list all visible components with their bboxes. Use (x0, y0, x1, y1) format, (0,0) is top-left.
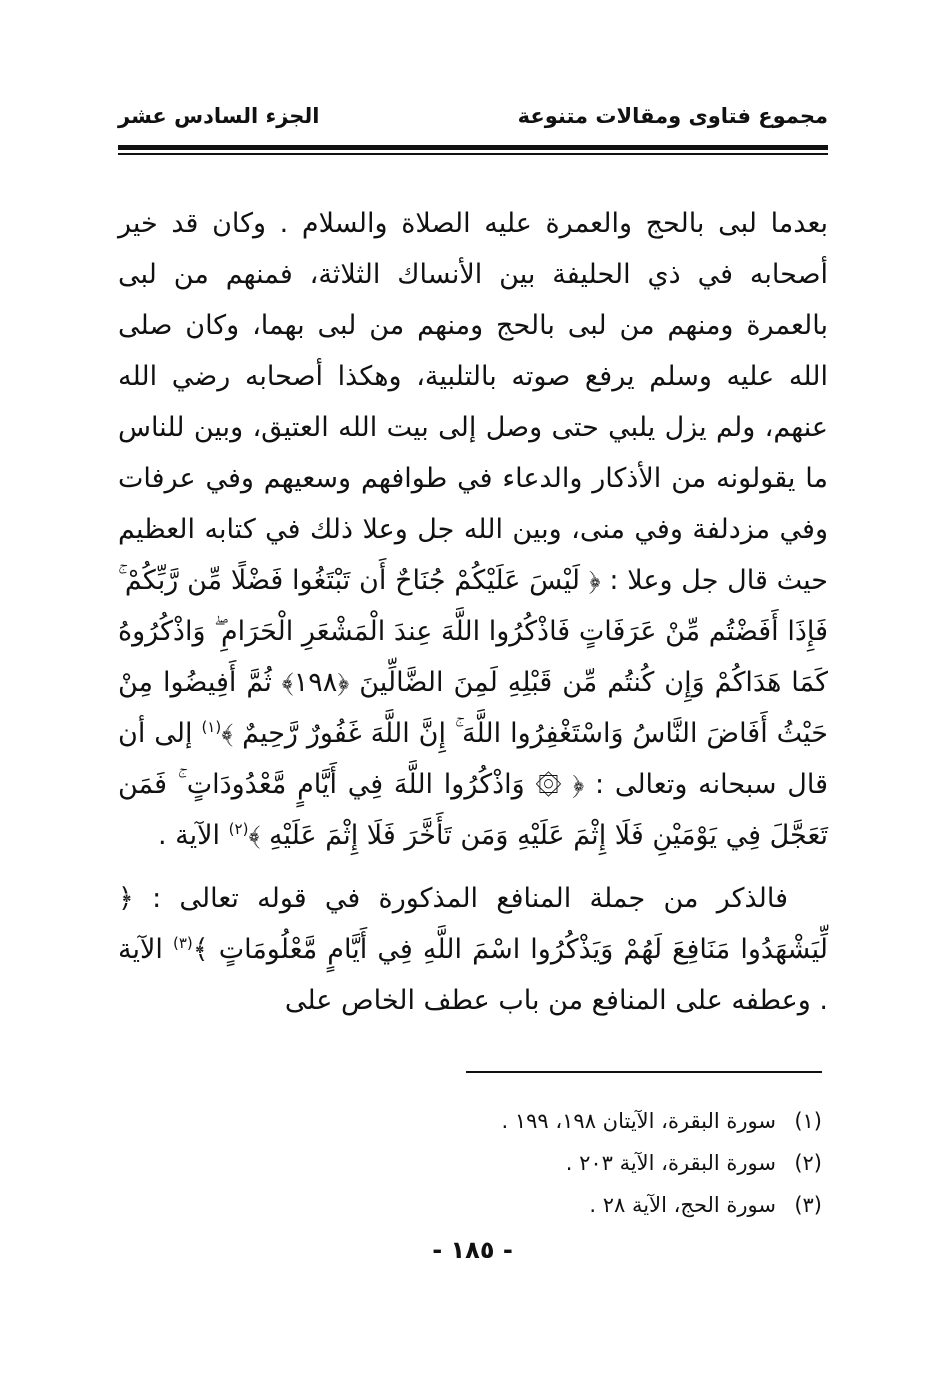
paragraph-1-text-a: بعدما لبى بالحج والعمرة عليه الصلاة والسلام . وكان قد خير أصحابه في ذي الحليفة بين الأنساك الثلاثة، فمنهم من لبى بالعمرة ومنهم من لبى بالحج ومنهم من لبى بهما، وكان صلى الله عليه وسلم يرفع صوته بالتلبية، وهكذا أصحابه رضي الله عنهم، ولم يزل يلبي حتى وصل إلى بيت الله العتيق، وبين للناس ما يقولونه من الأذكار والدعاء في طوافهم وسعيهم وفي عرفات وفي مزدلفة وفي منى، وبين الله جل وعلا ذلك في كتابه العظيم حيث قال جل وعلا : (118, 208, 828, 596)
paragraph-1 (118, 198, 828, 861)
footnote-separator (466, 1071, 822, 1073)
quran-verse-2: ﴿ ۞ وَاذْكُرُوا اللَّهَ فِي أَيَّامٍ مَّعْدُودَاتٍ ۚ فَمَن تَعَجَّلَ فِي يَوْمَيْنِ فَلَا إِثْمَ عَلَيْهِ وَمَن تَأَخَّرَ فَلَا إِثْمَ عَلَيْهِ ﴾ (118, 769, 828, 851)
quran-verse-3: ﴿ لِّيَشْهَدُوا مَنَافِعَ لَهُمْ وَيَذْكُرُوا اسْمَ اللَّهِ فِي أَيَّامٍ مَّعْلُومَاتٍ ﴾ (118, 883, 828, 965)
paragraph-2-text-a: فالذكر من جملة المنافع المذكورة في قوله تعالى : (152, 883, 788, 914)
footnote-item (122, 1184, 822, 1226)
footnote-number: (٢) (794, 1151, 822, 1175)
footnote-item (122, 1142, 822, 1184)
footnote-number: (١) (794, 1109, 822, 1133)
footnote-ref-3: (٣) (173, 934, 193, 952)
running-header (118, 104, 828, 138)
page-number: - ١٨٥ - (432, 1236, 513, 1264)
footnote-item (122, 1100, 822, 1142)
volume-label: الجزء السادس عشر (118, 104, 320, 128)
paragraph-2-text-b: الآية . وعطفه على المنافع من باب عطف الخاص على (118, 934, 828, 1016)
paragraph-2 (118, 873, 828, 1026)
footnote-ref-1: (١) (201, 718, 222, 736)
footnote-text: سورة البقرة، الآيتان ١٩٨، ١٩٩ . (501, 1109, 776, 1133)
paragraph-1-text-b: إلى أن قال سبحانه وتعالى : (118, 718, 828, 800)
quran-verse-1: ﴿ لَيْسَ عَلَيْكُمْ جُنَاحٌ أَن تَبْتَغُوا فَضْلًا مِّن رَّبِّكُمْ ۚ فَإِذَا أَفَضْتُم مِّنْ عَرَفَاتٍ فَاذْكُرُوا اللَّهَ عِندَ الْمَشْعَرِ الْحَرَامِ ۖ وَاذْكُرُوهُ كَمَا هَدَاكُمْ وَإِن كُنتُم مِّن قَبْلِهِ لَمِنَ الضَّالِّينَ ﴿١٩٨﴾ ثُمَّ أَفِيضُوا مِنْ حَيْثُ أَفَاضَ النَّاسُ وَاسْتَغْفِرُوا اللَّهَ ۚ إِنَّ اللَّهَ غَفُورٌ رَّحِيمٌ ﴾ (118, 565, 828, 749)
footnote-text: سورة الحج، الآية ٢٨ . (589, 1193, 776, 1217)
header-rule-thin (118, 153, 828, 155)
header-rule-thick (118, 145, 828, 150)
paragraph-1-text-c: الآية . (158, 820, 221, 851)
footnote-ref-2: (٢) (228, 820, 249, 838)
footnote-text: سورة البقرة، الآية ٢٠٣ . (565, 1151, 776, 1175)
footnote-number: (٣) (794, 1193, 822, 1217)
footnotes (122, 1100, 822, 1226)
book-title: مجموع فتاوى ومقالات متنوعة (517, 104, 828, 128)
main-text (118, 198, 828, 1026)
